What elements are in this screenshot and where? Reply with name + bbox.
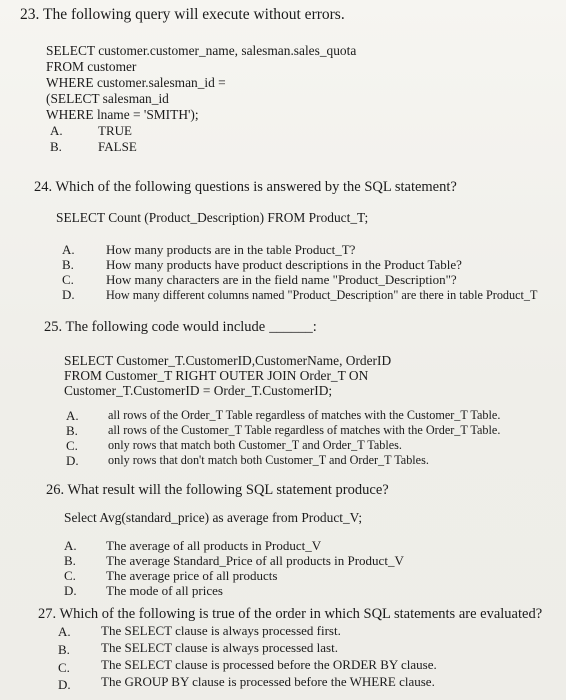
q24-statement: SELECT Count (Product_Description) FROM Product_T; xyxy=(56,210,369,225)
q24-option-c-letter: C. xyxy=(62,272,74,287)
q23-option-b-letter: B. xyxy=(50,139,62,154)
q26-option-d-text: The mode of all prices xyxy=(106,583,223,598)
q27-option-a-letter: A. xyxy=(58,624,71,639)
q24-option-b-letter: B. xyxy=(62,257,74,272)
q23-code-line-3: WHERE customer.salesman_id = xyxy=(46,75,226,90)
question-26-title: 26. What result will the following SQL statement produce? xyxy=(46,482,389,498)
question-27-title: 27. Which of the following is true of the order in which SQL statements are evaluated? xyxy=(38,606,543,622)
q24-option-d-text: How many different columns named "Product_Description" are there in table Product_T xyxy=(106,288,538,302)
q23-code-line-1: SELECT customer.customer_name, salesman.sales_quota xyxy=(46,43,357,58)
q23-option-a-text: TRUE xyxy=(98,123,132,138)
q25-answer-blank: ______ xyxy=(269,319,313,335)
q25-option-c-letter: C. xyxy=(66,438,78,453)
q26-statement: Select Avg(standard_price) as average from Product_V; xyxy=(64,510,363,525)
q24-option-d-letter: D. xyxy=(62,287,75,302)
q26-option-a-text: The average of all products in Product_V xyxy=(106,538,322,553)
q23-option-a-letter: A. xyxy=(50,123,63,138)
q25-option-d-text: only rows that don't match both Customer_T and Order_T Tables. xyxy=(108,453,429,467)
q26-option-b-text: The average Standard_Price of all products in Product_V xyxy=(106,553,404,568)
q27-option-d-text: The GROUP BY clause is processed before the WHERE clause. xyxy=(101,674,435,689)
q24-option-c-text: How many characters are in the field name "Product_Description"? xyxy=(106,272,457,287)
q25-option-d-letter: D. xyxy=(66,453,79,468)
q25-title-text: 25. The following code would include xyxy=(44,319,266,335)
q24-option-a-letter: A. xyxy=(62,242,75,257)
q23-option-b-text: FALSE xyxy=(98,139,137,154)
q26-option-d-letter: D. xyxy=(64,583,77,598)
q26-option-a-letter: A. xyxy=(64,538,77,553)
q25-code-line-3: Customer_T.CustomerID = Order_T.CustomerID; xyxy=(64,383,333,398)
q25-code-line-2: FROM Customer_T RIGHT OUTER JOIN Order_T ON xyxy=(64,368,369,383)
q25-option-a-letter: A. xyxy=(66,408,79,423)
question-24-title: 24. Which of the following questions is answered by the SQL statement? xyxy=(34,179,457,195)
q25-option-a-text: all rows of the Order_T Table regardless of matches with the Customer_T Table. xyxy=(108,408,501,422)
q26-option-b-letter: B. xyxy=(64,553,76,568)
q27-option-b-letter: B. xyxy=(58,642,70,657)
q27-option-b-text: The SELECT clause is always processed last. xyxy=(101,640,338,655)
q25-option-b-text: all rows of the Customer_T Table regardless of matches with the Order_T Table. xyxy=(108,423,501,437)
question-25-title xyxy=(44,319,317,336)
q25-option-c-text: only rows that match both Customer_T and Order_T Tables. xyxy=(108,438,402,452)
question-23-title: 23. The following query will execute without errors. xyxy=(20,6,345,23)
q25-code-line-1: SELECT Customer_T.CustomerID,CustomerName, OrderID xyxy=(64,353,392,368)
q24-option-b-text: How many products have product descriptions in the Product Table? xyxy=(106,257,462,272)
q23-code-line-5: WHERE lname = 'SMITH'); xyxy=(46,107,199,122)
q27-option-c-letter: C. xyxy=(58,660,70,675)
q23-code-line-4: (SELECT salesman_id xyxy=(46,91,169,106)
q26-option-c-letter: C. xyxy=(64,568,76,583)
q27-option-a-text: The SELECT clause is always processed first. xyxy=(101,623,341,638)
q25-option-b-letter: B. xyxy=(66,423,78,438)
q27-option-c-text: The SELECT clause is processed before the ORDER BY clause. xyxy=(101,657,437,672)
q27-option-d-letter: D. xyxy=(58,677,71,692)
q23-code-line-2: FROM customer xyxy=(46,59,137,74)
q25-colon: : xyxy=(312,319,317,335)
q26-option-c-text: The average price of all products xyxy=(106,568,278,583)
q24-option-a-text: How many products are in the table Product_T? xyxy=(106,242,356,257)
